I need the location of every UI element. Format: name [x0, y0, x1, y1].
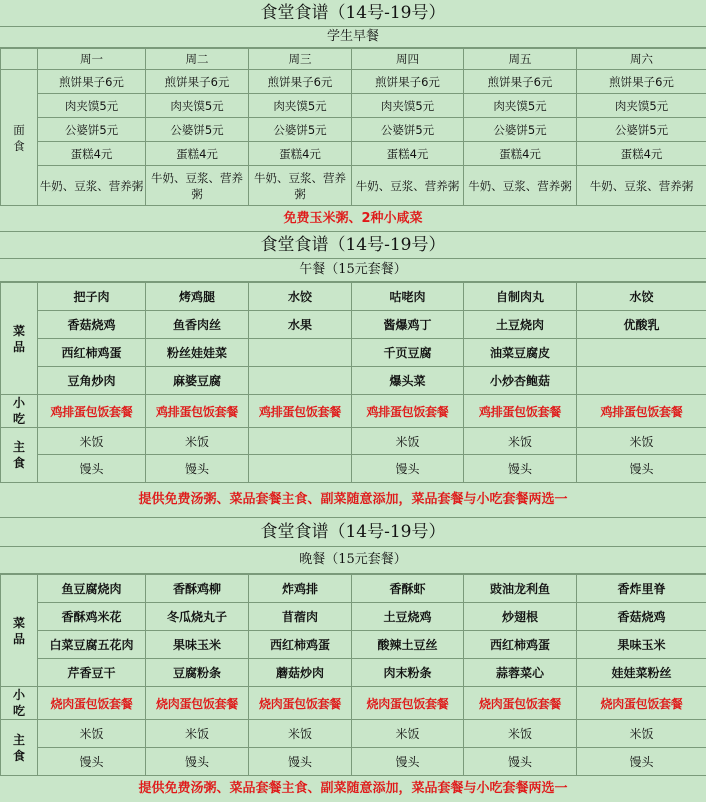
dish-cell: 炸鸡排 — [249, 575, 352, 603]
staple-row — [1, 720, 706, 748]
day-header-row — [1, 49, 706, 70]
menu-cell: 牛奶、豆浆、营养粥 — [464, 166, 577, 206]
dish-cell: 油菜豆腐皮 — [464, 339, 577, 367]
menu-cell: 煎饼果子6元 — [38, 70, 146, 94]
dish-cell: 西红柿鸡蛋 — [464, 631, 577, 659]
dish-cell: 香菇烧鸡 — [577, 603, 706, 631]
lunch-table — [0, 282, 706, 483]
staple-cell — [249, 428, 352, 455]
dish-cell: 蒜蓉菜心 — [464, 659, 577, 687]
category-label: 面 食 — [1, 70, 38, 206]
staple-cell: 米饭 — [577, 720, 706, 748]
menu-cell: 煎饼果子6元 — [352, 70, 464, 94]
dish-cell: 香炸里脊 — [577, 575, 706, 603]
menu-cell: 公婆饼5元 — [577, 118, 706, 142]
staple-cell: 米饭 — [464, 428, 577, 455]
menu-cell: 牛奶、豆浆、营养粥 — [146, 166, 249, 206]
lunch-title: 食堂食谱（14号-19号） — [0, 232, 706, 259]
dish-cell: 娃娃菜粉丝 — [577, 659, 706, 687]
snack-cell: 烧肉蛋包饭套餐 — [577, 687, 706, 720]
menu-cell: 肉夹馍5元 — [249, 94, 352, 118]
breakfast-note: 免费玉米粥、2种小咸菜 — [0, 206, 706, 232]
day-header: 周三 — [249, 49, 352, 70]
dish-cell: 豆腐粉条 — [146, 659, 249, 687]
staple-cell: 馒头 — [464, 748, 577, 776]
dish-cell: 麻婆豆腐 — [146, 367, 249, 395]
menu-cell: 牛奶、豆浆、营养粥 — [249, 166, 352, 206]
menu-cell: 牛奶、豆浆、营养粥 — [352, 166, 464, 206]
snack-cell: 烧肉蛋包饭套餐 — [464, 687, 577, 720]
menu-cell: 公婆饼5元 — [146, 118, 249, 142]
dish-cell: 果味玉米 — [577, 631, 706, 659]
menu-cell: 公婆饼5元 — [249, 118, 352, 142]
staple-cell: 馒头 — [38, 748, 146, 776]
staple-cell: 米饭 — [38, 428, 146, 455]
dish-cell: 酸辣土豆丝 — [352, 631, 464, 659]
staple-cell: 馒头 — [146, 748, 249, 776]
staple-label: 主 食 — [1, 720, 38, 776]
staple-row — [1, 748, 706, 776]
dinner-note: 提供免费汤粥、菜品套餐主食、副菜随意添加，菜品套餐与小吃套餐两选一 — [0, 776, 706, 802]
dish-cell: 自制肉丸 — [464, 283, 577, 311]
snack-row — [1, 687, 706, 720]
staple-cell: 米饭 — [352, 720, 464, 748]
menu-cell: 蛋糕4元 — [38, 142, 146, 166]
dish-cell — [577, 339, 706, 367]
dish-cell: 咕咾肉 — [352, 283, 464, 311]
table-row — [1, 94, 706, 118]
menu-cell: 煎饼果子6元 — [249, 70, 352, 94]
dish-cell: 香酥鸡米花 — [38, 603, 146, 631]
menu-cell: 蛋糕4元 — [146, 142, 249, 166]
dish-cell: 粉丝娃娃菜 — [146, 339, 249, 367]
snack-label: 小 吃 — [1, 687, 38, 720]
snack-cell: 鸡排蛋包饭套餐 — [146, 395, 249, 428]
dishes-label: 菜 品 — [1, 575, 38, 687]
menu-cell: 肉夹馍5元 — [352, 94, 464, 118]
staple-cell — [249, 455, 352, 483]
dish-cell: 肉末粉条 — [352, 659, 464, 687]
day-header: 周六 — [577, 49, 706, 70]
table-row — [1, 118, 706, 142]
dish-cell: 烤鸡腿 — [146, 283, 249, 311]
menu-cell: 煎饼果子6元 — [146, 70, 249, 94]
dish-cell: 土豆烧肉 — [464, 311, 577, 339]
snack-label: 小 吃 — [1, 395, 38, 428]
day-header: 周五 — [464, 49, 577, 70]
dish-cell: 香酥虾 — [352, 575, 464, 603]
dish-cell — [577, 367, 706, 395]
dishes-label: 菜 品 — [1, 283, 38, 395]
dish-cell: 爆头菜 — [352, 367, 464, 395]
staple-cell: 馒头 — [249, 748, 352, 776]
staple-cell: 米饭 — [577, 428, 706, 455]
table-row — [1, 603, 706, 631]
menu-cell: 肉夹馍5元 — [38, 94, 146, 118]
dish-cell: 豉油龙利鱼 — [464, 575, 577, 603]
lunch-subtitle: 午餐（15元套餐） — [0, 259, 706, 282]
dinner-subtitle: 晚餐（15元套餐） — [0, 547, 706, 574]
staple-label: 主 食 — [1, 428, 38, 483]
dish-cell: 把子肉 — [38, 283, 146, 311]
dish-cell: 西红柿鸡蛋 — [249, 631, 352, 659]
staple-row — [1, 455, 706, 483]
table-row — [1, 631, 706, 659]
menu-cell: 公婆饼5元 — [352, 118, 464, 142]
menu-cell: 肉夹馍5元 — [577, 94, 706, 118]
table-row — [1, 339, 706, 367]
menu-cell: 蛋糕4元 — [464, 142, 577, 166]
table-row — [1, 367, 706, 395]
menu-cell: 蛋糕4元 — [352, 142, 464, 166]
table-row — [1, 70, 706, 94]
staple-cell: 馒头 — [577, 748, 706, 776]
lunch-note: 提供免费汤粥、菜品套餐主食、副菜随意添加，菜品套餐与小吃套餐两选一 — [0, 483, 706, 518]
dish-cell: 西红柿鸡蛋 — [38, 339, 146, 367]
menu-cell: 蛋糕4元 — [577, 142, 706, 166]
snack-cell: 鸡排蛋包饭套餐 — [464, 395, 577, 428]
day-header: 周四 — [352, 49, 464, 70]
breakfast-subtitle: 学生早餐 — [0, 27, 706, 48]
menu-cell: 公婆饼5元 — [38, 118, 146, 142]
snack-cell: 烧肉蛋包饭套餐 — [38, 687, 146, 720]
staple-cell: 米饭 — [38, 720, 146, 748]
table-row — [1, 142, 706, 166]
staple-cell: 馒头 — [577, 455, 706, 483]
dish-cell: 小炒杏鲍菇 — [464, 367, 577, 395]
snack-cell: 鸡排蛋包饭套餐 — [38, 395, 146, 428]
dish-cell: 水果 — [249, 311, 352, 339]
dish-cell: 香菇烧鸡 — [38, 311, 146, 339]
dish-cell: 豆角炒肉 — [38, 367, 146, 395]
staple-cell: 米饭 — [249, 720, 352, 748]
table-row — [1, 311, 706, 339]
staple-cell: 馒头 — [464, 455, 577, 483]
menu-cell: 蛋糕4元 — [249, 142, 352, 166]
staple-cell: 馒头 — [38, 455, 146, 483]
staple-cell: 馒头 — [352, 748, 464, 776]
menu-cell: 肉夹馍5元 — [146, 94, 249, 118]
dish-cell: 水饺 — [577, 283, 706, 311]
snack-cell: 烧肉蛋包饭套餐 — [352, 687, 464, 720]
breakfast-table — [0, 48, 706, 206]
dish-cell — [249, 367, 352, 395]
menu-cell: 公婆饼5元 — [464, 118, 577, 142]
staple-cell: 馒头 — [146, 455, 249, 483]
dish-cell — [249, 339, 352, 367]
menu-cell: 煎饼果子6元 — [464, 70, 577, 94]
staple-cell: 馒头 — [352, 455, 464, 483]
table-row — [1, 283, 706, 311]
table-row — [1, 659, 706, 687]
dish-cell: 优酸乳 — [577, 311, 706, 339]
dish-cell: 鱼豆腐烧肉 — [38, 575, 146, 603]
snack-cell: 鸡排蛋包饭套餐 — [249, 395, 352, 428]
staple-cell: 米饭 — [146, 720, 249, 748]
snack-cell: 烧肉蛋包饭套餐 — [249, 687, 352, 720]
snack-cell: 烧肉蛋包饭套餐 — [146, 687, 249, 720]
dish-cell: 土豆烧鸡 — [352, 603, 464, 631]
snack-cell: 鸡排蛋包饭套餐 — [577, 395, 706, 428]
dish-cell: 鱼香肉丝 — [146, 311, 249, 339]
menu-cell: 煎饼果子6元 — [577, 70, 706, 94]
dish-cell: 蘑菇炒肉 — [249, 659, 352, 687]
menu-cell: 肉夹馍5元 — [464, 94, 577, 118]
staple-cell: 米饭 — [352, 428, 464, 455]
snack-row — [1, 395, 706, 428]
day-header: 周二 — [146, 49, 249, 70]
breakfast-title: 食堂食谱（14号-19号） — [0, 0, 706, 27]
dish-cell: 芹香豆干 — [38, 659, 146, 687]
staple-cell: 米饭 — [146, 428, 249, 455]
snack-cell: 鸡排蛋包饭套餐 — [352, 395, 464, 428]
table-row — [1, 575, 706, 603]
dish-cell: 香酥鸡柳 — [146, 575, 249, 603]
dinner-title: 食堂食谱（14号-19号） — [0, 518, 706, 547]
dish-cell: 白菜豆腐五花肉 — [38, 631, 146, 659]
dish-cell: 果味玉米 — [146, 631, 249, 659]
corner-cell — [1, 49, 38, 70]
dish-cell: 千页豆腐 — [352, 339, 464, 367]
dish-cell: 苜蓿肉 — [249, 603, 352, 631]
menu-cell: 牛奶、豆浆、营养粥 — [577, 166, 706, 206]
day-header: 周一 — [38, 49, 146, 70]
dish-cell: 冬瓜烧丸子 — [146, 603, 249, 631]
menu-cell: 牛奶、豆浆、营养粥 — [38, 166, 146, 206]
staple-row — [1, 428, 706, 455]
dish-cell: 酱爆鸡丁 — [352, 311, 464, 339]
staple-cell: 米饭 — [464, 720, 577, 748]
dish-cell: 水饺 — [249, 283, 352, 311]
dinner-table — [0, 574, 706, 776]
table-row — [1, 166, 706, 206]
dish-cell: 炒翅根 — [464, 603, 577, 631]
